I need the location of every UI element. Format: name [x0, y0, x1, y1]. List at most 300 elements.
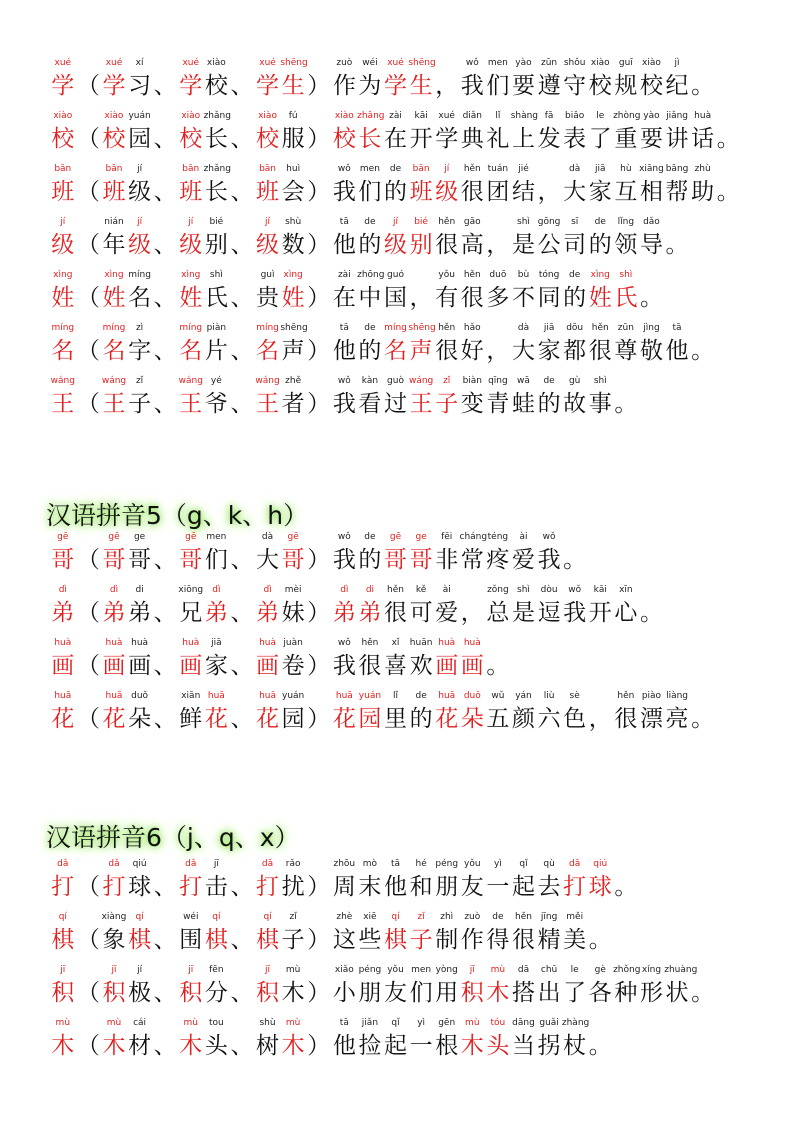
character-cell	[204, 321, 230, 367]
character-cell	[408, 963, 434, 1009]
hanzi-character: 画	[460, 653, 484, 679]
pinyin-label: yì	[417, 1018, 426, 1028]
pinyin-label	[562, 530, 588, 544]
pinyin-label: wǒ	[337, 164, 351, 174]
section-title: 汉语拼音5（g、k、h）	[46, 501, 309, 530]
punctuation-cell	[76, 268, 102, 314]
hanzi-character: 象	[102, 927, 126, 953]
hanzi-character: 事	[588, 391, 612, 417]
hanzi-character: 故	[563, 391, 587, 417]
character-cell	[536, 1016, 562, 1062]
hanzi-character: 级	[51, 232, 75, 258]
hanzi-character: 拐	[537, 1033, 561, 1059]
hanzi-character: 数	[281, 232, 305, 258]
hanzi-character: 开	[588, 600, 612, 626]
hanzi-character: 帮	[665, 179, 689, 205]
hanzi-character: 朵	[128, 706, 152, 732]
hanzi-character: ，	[486, 338, 510, 364]
character-cell	[562, 321, 588, 367]
hanzi-character: ）	[307, 73, 331, 99]
character-cell	[255, 109, 281, 155]
pinyin-label: jí	[393, 217, 399, 227]
character-cell	[536, 530, 562, 576]
hanzi-character: 。	[691, 706, 715, 732]
pinyin-label: lǐng	[617, 217, 635, 227]
character-cell	[511, 215, 537, 261]
pinyin-label: kě	[415, 585, 427, 595]
pinyin-label: men	[206, 532, 227, 542]
pinyin-label: míng	[128, 270, 151, 280]
hanzi-character: 的	[358, 338, 382, 364]
pinyin-label: mù	[490, 965, 506, 975]
pinyin-label: de	[492, 912, 504, 922]
hanzi-character: 典	[460, 126, 484, 152]
hanzi-character: 精	[537, 927, 561, 953]
hanzi-character: 捡	[358, 1033, 382, 1059]
character-cell	[408, 1016, 434, 1062]
punctuation-cell	[76, 109, 102, 155]
pinyin-label: dōu	[566, 323, 584, 333]
pinyin-label: qí	[263, 912, 272, 922]
character-cell	[178, 321, 204, 367]
pinyin-label: gē	[185, 532, 197, 542]
pinyin-label: dǎ	[261, 859, 274, 869]
pinyin-label: huà	[105, 638, 123, 648]
pinyin-label: zhì	[440, 912, 454, 922]
hanzi-character: 姓	[281, 285, 305, 311]
character-cell	[485, 530, 511, 576]
punctuation-cell	[229, 109, 255, 155]
character-cell	[50, 530, 76, 576]
hanzi-character: ，	[537, 179, 561, 205]
punctuation-cell	[306, 162, 332, 208]
character-cell	[204, 109, 230, 155]
pinyin-label: diǎn	[462, 111, 483, 121]
hanzi-character: 助	[691, 179, 715, 205]
pinyin-label: xìng	[104, 270, 124, 280]
character-cell	[562, 910, 588, 956]
hanzi-character: 、	[230, 179, 254, 205]
punctuation-cell	[306, 963, 332, 1009]
pinyin-label	[76, 268, 102, 282]
pinyin-label	[690, 56, 716, 70]
pinyin-label: zhù	[694, 164, 711, 174]
character-cell	[280, 963, 306, 1009]
punctuation-cell	[306, 636, 332, 682]
character-cell	[664, 689, 690, 735]
pinyin-label: gēn	[438, 1018, 456, 1028]
hanzi-character: 他	[384, 874, 408, 900]
pinyin-label: jìng	[643, 323, 660, 333]
character-cell	[127, 583, 153, 629]
character-cell	[50, 109, 76, 155]
hanzi-character: 王	[102, 391, 126, 417]
hanzi-character: 的	[563, 285, 587, 311]
character-cell	[204, 910, 230, 956]
hanzi-character: 名	[102, 338, 126, 364]
pinyin-label: de	[364, 323, 376, 333]
hanzi-character: （	[76, 338, 100, 364]
hanzi-character: 好	[460, 338, 484, 364]
sentence-line	[50, 215, 690, 261]
pinyin-label: zhōu	[333, 859, 356, 869]
pinyin-label: hěn	[617, 691, 635, 701]
pinyin-label	[639, 583, 665, 597]
hanzi-character: 班	[51, 179, 75, 205]
pinyin-label: huā	[259, 691, 277, 701]
pinyin-label	[306, 56, 332, 70]
pinyin-label: jiā	[543, 323, 555, 333]
character-cell	[255, 963, 281, 1009]
hanzi-character: 片	[204, 338, 228, 364]
pinyin-label: míng	[256, 323, 279, 333]
hanzi-character: 重	[614, 126, 638, 152]
character-cell	[332, 689, 358, 735]
hanzi-character: 子	[435, 391, 459, 417]
hanzi-character: 公	[537, 232, 561, 258]
pinyin-label	[613, 374, 639, 388]
pinyin-label: gāo	[463, 217, 481, 227]
hanzi-character: 不	[511, 285, 535, 311]
hanzi-character: 弟	[102, 600, 126, 626]
hanzi-character: 、	[230, 1033, 254, 1059]
sentence-line	[50, 268, 664, 314]
character-cell	[280, 321, 306, 367]
pinyin-label: bān	[105, 164, 123, 174]
pinyin-label: bān	[182, 164, 200, 174]
pinyin-label: yuán	[128, 111, 151, 121]
pinyin-label	[229, 109, 255, 123]
hanzi-character: 校	[256, 126, 280, 152]
pinyin-label: zhǎng	[203, 164, 231, 174]
punctuation-cell	[715, 109, 741, 155]
character-cell	[101, 636, 127, 682]
punctuation-cell	[152, 321, 178, 367]
hanzi-character: ）	[307, 179, 331, 205]
hanzi-character: 上	[511, 126, 535, 152]
pinyin-label: xiào	[206, 58, 226, 68]
pinyin-label	[152, 583, 178, 597]
character-cell	[50, 857, 76, 903]
character-cell	[357, 857, 383, 903]
pinyin-label: huā	[335, 691, 353, 701]
hanzi-character: （	[76, 285, 100, 311]
hanzi-character: 班	[409, 179, 433, 205]
pinyin-label: qí	[391, 912, 400, 922]
character-cell	[255, 689, 281, 735]
pinyin-label: zhǒng	[613, 965, 641, 975]
pinyin-label: zhǎng	[357, 111, 385, 121]
pinyin-label	[587, 1016, 613, 1030]
pinyin-label: shì	[593, 376, 607, 386]
pinyin-label: shù	[285, 217, 302, 227]
character-cell	[332, 374, 358, 420]
punctuation-cell	[408, 268, 434, 314]
hanzi-character: 生	[281, 73, 305, 99]
hanzi-character: 很	[588, 338, 612, 364]
hanzi-character: 木	[102, 1033, 126, 1059]
pinyin-label	[715, 109, 741, 123]
pinyin-label: jí	[60, 217, 66, 227]
character-cell	[280, 1016, 306, 1062]
hanzi-character: 木	[486, 980, 510, 1006]
hanzi-character: 习	[128, 73, 152, 99]
character-cell	[408, 857, 434, 903]
hanzi-character: （	[76, 232, 100, 258]
hanzi-character: 喜	[384, 653, 408, 679]
hanzi-character: 校	[204, 73, 228, 99]
pinyin-label: xīn	[619, 585, 633, 595]
hanzi-character: 球	[128, 874, 152, 900]
sentence-line	[50, 109, 741, 155]
pinyin-label: jí	[137, 164, 143, 174]
character-cell	[460, 910, 486, 956]
pinyin-label: dì	[212, 585, 221, 595]
character-cell	[536, 215, 562, 261]
character-cell	[101, 963, 127, 1009]
hanzi-character: 姓	[179, 285, 203, 311]
pinyin-label: xiǎo	[334, 965, 354, 975]
character-cell	[178, 963, 204, 1009]
hanzi-character: 们	[204, 547, 228, 573]
sentence-line	[50, 374, 639, 420]
hanzi-character: 爷	[204, 391, 228, 417]
character-cell	[357, 583, 383, 629]
pinyin-label	[152, 689, 178, 703]
pinyin-label: huà	[182, 638, 200, 648]
pinyin-label: xué	[54, 58, 72, 68]
pinyin-label: shì	[517, 217, 530, 227]
character-cell	[280, 636, 306, 682]
pinyin-label: xué	[105, 58, 123, 68]
hanzi-character: 漂	[639, 706, 663, 732]
character-cell	[280, 215, 306, 261]
character-cell	[485, 857, 511, 903]
character-cell	[536, 857, 562, 903]
pinyin-label: gē	[108, 532, 120, 542]
pinyin-label: zì	[135, 323, 144, 333]
hanzi-character: 。	[639, 285, 663, 311]
character-cell	[332, 857, 358, 903]
pinyin-label: xiē	[363, 912, 377, 922]
pinyin-label: duǒ	[131, 691, 149, 701]
hanzi-character: 、	[230, 706, 254, 732]
character-cell	[357, 109, 383, 155]
hanzi-character: 围	[179, 927, 203, 953]
punctuation-cell	[229, 162, 255, 208]
pinyin-label: cháng	[459, 532, 488, 542]
hanzi-character: 我	[332, 391, 356, 417]
hanzi-character: 学	[256, 73, 280, 99]
character-cell	[511, 530, 537, 576]
hanzi-character: 积	[102, 980, 126, 1006]
punctuation-cell	[306, 109, 332, 155]
hanzi-character: 司	[563, 232, 587, 258]
hanzi-character: 。	[665, 232, 689, 258]
punctuation-cell	[306, 56, 332, 102]
character-cell	[50, 963, 76, 1009]
pinyin-label	[408, 268, 434, 282]
pinyin-label: jī	[60, 965, 66, 975]
character-cell	[383, 530, 409, 576]
punctuation-cell	[76, 374, 102, 420]
sentence-line	[50, 910, 613, 956]
pinyin-label	[306, 321, 332, 335]
sentence-line	[50, 1016, 613, 1062]
hanzi-character: 开	[409, 126, 433, 152]
character-cell	[127, 530, 153, 576]
character-cell	[639, 162, 665, 208]
pinyin-label: míng	[384, 323, 407, 333]
character-cell	[664, 56, 690, 102]
pinyin-label: xìng	[590, 270, 610, 280]
character-cell	[460, 1016, 486, 1062]
hanzi-character: 周	[332, 874, 356, 900]
hanzi-character: ）	[307, 338, 331, 364]
character-cell	[280, 162, 306, 208]
hanzi-character: 花	[102, 706, 126, 732]
pinyin-label: jiā	[595, 164, 606, 174]
pinyin-label: hěn	[387, 585, 404, 595]
hanzi-character: 一	[486, 874, 510, 900]
punctuation-cell	[152, 583, 178, 629]
character-cell	[460, 636, 486, 682]
character-cell	[485, 109, 511, 155]
punctuation-cell	[306, 857, 332, 903]
character-cell	[357, 689, 383, 735]
character-cell	[127, 374, 153, 420]
pinyin-label: lǐ	[495, 111, 501, 121]
pinyin-label: huā	[54, 691, 72, 701]
hanzi-character: 我	[563, 600, 587, 626]
hanzi-character: 击	[204, 874, 228, 900]
pinyin-label: jī	[469, 965, 475, 975]
hanzi-character: 常	[460, 547, 484, 573]
pinyin-label: yǒu	[464, 859, 481, 869]
pinyin-label: tā	[339, 1018, 349, 1028]
pinyin-label: tā	[672, 323, 682, 333]
pinyin-label: qiú	[593, 859, 608, 869]
character-cell	[204, 689, 230, 735]
punctuation-cell	[76, 530, 102, 576]
pinyin-label: guǎi	[539, 1018, 559, 1028]
hanzi-character: 、	[153, 285, 177, 311]
pinyin-label: sī	[571, 217, 579, 227]
hanzi-character: 讲	[665, 126, 689, 152]
character-cell	[255, 530, 281, 576]
character-cell	[511, 56, 537, 102]
sentence-line	[50, 321, 715, 367]
pinyin-label	[306, 689, 332, 703]
character-cell	[255, 162, 281, 208]
character-cell	[460, 215, 486, 261]
pinyin-label: sè	[569, 691, 580, 701]
pinyin-label: shēng	[408, 323, 436, 333]
pinyin-label: mù	[106, 1018, 122, 1028]
hanzi-character: 、	[230, 126, 254, 152]
character-cell	[332, 56, 358, 102]
hanzi-character: 、	[153, 980, 177, 1006]
pinyin-label: yòng	[435, 965, 458, 975]
character-cell	[562, 162, 588, 208]
character-cell	[357, 1016, 383, 1062]
hanzi-character: 领	[614, 232, 638, 258]
punctuation-cell	[152, 963, 178, 1009]
character-cell	[178, 636, 204, 682]
pinyin-label	[152, 530, 178, 544]
pinyin-label: dā	[517, 965, 530, 975]
hanzi-character: 声	[281, 338, 305, 364]
hanzi-character: 颜	[511, 706, 535, 732]
pinyin-label: ài	[442, 585, 451, 595]
hanzi-character: 姓	[102, 285, 126, 311]
hanzi-character: 小	[332, 980, 356, 1006]
character-cell	[587, 268, 613, 314]
hanzi-character: 、	[230, 653, 254, 679]
hanzi-character: 画	[179, 653, 203, 679]
punctuation-cell	[306, 583, 332, 629]
character-cell	[127, 963, 153, 1009]
pinyin-label	[229, 689, 255, 703]
pinyin-label: zūn	[617, 323, 634, 333]
punctuation-cell	[460, 583, 486, 629]
pinyin-label: jiā	[211, 638, 222, 648]
hanzi-character: 、	[230, 547, 254, 573]
character-cell	[562, 689, 588, 735]
pinyin-label: wǒ	[568, 585, 582, 595]
pinyin-label: zài	[389, 111, 402, 121]
character-cell	[460, 963, 486, 1009]
punctuation-cell	[229, 321, 255, 367]
hanzi-character: 话	[691, 126, 715, 152]
hanzi-character: 的	[384, 179, 408, 205]
pinyin-label: dòu	[540, 585, 558, 595]
hanzi-character: 、	[153, 391, 177, 417]
hanzi-character: 王	[409, 391, 433, 417]
hanzi-character: 国	[384, 285, 408, 311]
hanzi-character: 长	[204, 126, 228, 152]
pinyin-label: hěn	[438, 323, 456, 333]
pinyin-label: dà	[261, 532, 274, 542]
pinyin-label: wǒ	[465, 58, 479, 68]
hanzi-character: 名	[128, 285, 152, 311]
pinyin-label: rǎo	[285, 859, 301, 869]
hanzi-character: 的	[537, 391, 561, 417]
hanzi-character: 多	[486, 285, 510, 311]
hanzi-character: 花	[51, 706, 75, 732]
pinyin-label: téng	[487, 532, 509, 542]
pinyin-label: shǒu	[563, 58, 586, 68]
pinyin-label	[485, 215, 511, 229]
character-cell	[485, 583, 511, 629]
hanzi-character: 王	[179, 391, 203, 417]
hanzi-character: 。	[691, 980, 715, 1006]
character-cell	[280, 374, 306, 420]
hanzi-character: 木	[179, 1033, 203, 1059]
pinyin-label	[152, 636, 178, 650]
character-cell	[101, 857, 127, 903]
hanzi-character: 极	[128, 980, 152, 1006]
hanzi-character: 打	[256, 874, 280, 900]
hanzi-character: 五	[486, 706, 510, 732]
hanzi-character: 积	[460, 980, 484, 1006]
character-cell	[613, 268, 639, 314]
pinyin-label: jí	[137, 217, 143, 227]
character-cell	[383, 268, 409, 314]
pinyin-label: shù	[259, 1018, 276, 1028]
punctuation-cell	[76, 321, 102, 367]
hanzi-character: 氏	[614, 285, 638, 311]
